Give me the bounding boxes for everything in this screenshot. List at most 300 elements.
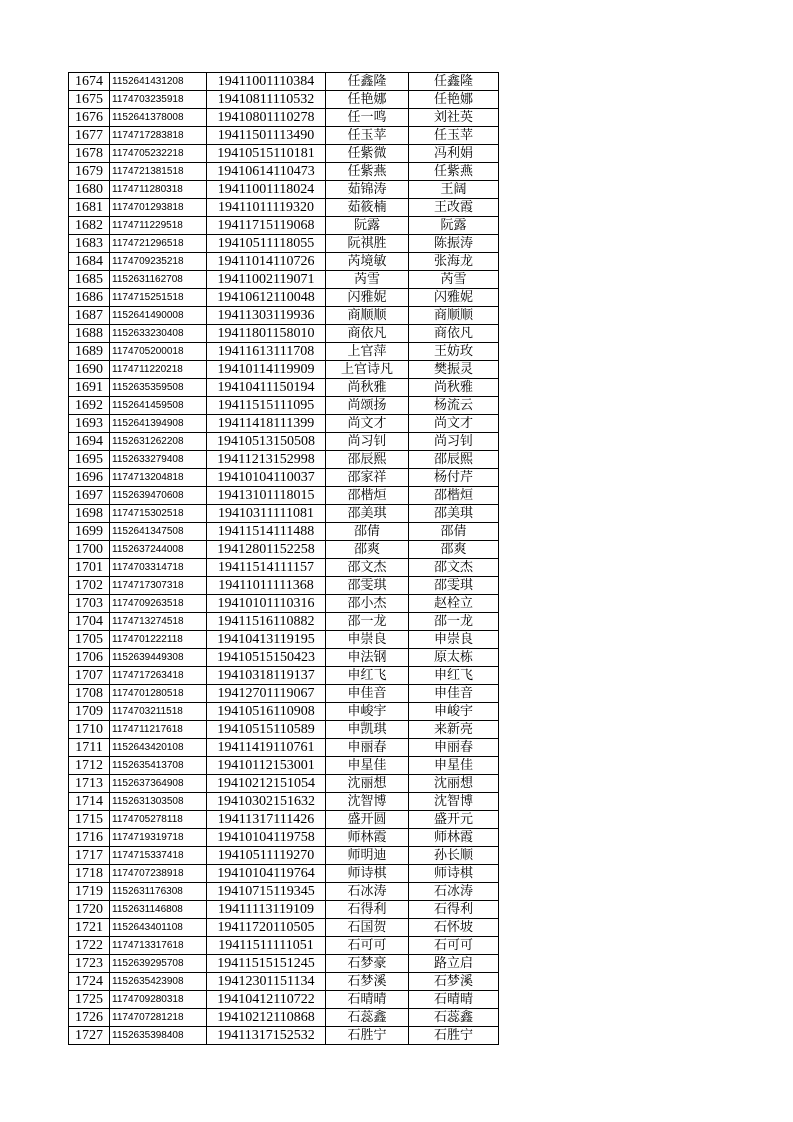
table-row: [69, 793, 499, 811]
account-number-cell: 1152643420108: [110, 739, 207, 757]
row-index-cell: 1706: [69, 649, 110, 667]
name-cell: 申法钢: [326, 649, 409, 667]
row-index-cell: 1692: [69, 397, 110, 415]
name-cell: 申红飞: [326, 667, 409, 685]
name-cell: 任一鸣: [326, 109, 409, 127]
second-name-cell: 樊振灵: [409, 361, 499, 379]
account-number-cell: 1174709280318: [110, 991, 207, 1009]
second-name-cell: 邵倩: [409, 523, 499, 541]
name-cell: 石梦溪: [326, 973, 409, 991]
account-number-cell: 1152641459508: [110, 397, 207, 415]
second-name-cell: 申崇良: [409, 631, 499, 649]
id-number-cell: 19410515110181: [207, 145, 326, 163]
account-number-cell: 1174705232218: [110, 145, 207, 163]
table-row: [69, 361, 499, 379]
id-number-cell: 19411720110505: [207, 919, 326, 937]
row-index-cell: 1708: [69, 685, 110, 703]
table-row: [69, 109, 499, 127]
account-number-cell: 1174713204818: [110, 469, 207, 487]
id-number-cell: 19412701119067: [207, 685, 326, 703]
second-name-cell: 张海龙: [409, 253, 499, 271]
row-index-cell: 1716: [69, 829, 110, 847]
row-index-cell: 1718: [69, 865, 110, 883]
account-number-cell: 1152631162708: [110, 271, 207, 289]
second-name-cell: 沈智博: [409, 793, 499, 811]
table-row: [69, 973, 499, 991]
id-number-cell: 19410715119345: [207, 883, 326, 901]
name-cell: 申佳音: [326, 685, 409, 703]
row-index-cell: 1723: [69, 955, 110, 973]
row-index-cell: 1711: [69, 739, 110, 757]
id-number-cell: 19411516110882: [207, 613, 326, 631]
name-cell: 尚文才: [326, 415, 409, 433]
name-cell: 盛开圆: [326, 811, 409, 829]
account-number-cell: 1152635413708: [110, 757, 207, 775]
id-number-cell: 19410318119137: [207, 667, 326, 685]
table-row: [69, 901, 499, 919]
name-cell: 申凯琪: [326, 721, 409, 739]
table-row: [69, 415, 499, 433]
id-number-cell: 19411418111399: [207, 415, 326, 433]
table-row: [69, 73, 499, 91]
row-index-cell: 1688: [69, 325, 110, 343]
id-number-cell: 19410511118055: [207, 235, 326, 253]
account-number-cell: 1152643401108: [110, 919, 207, 937]
account-number-cell: 1152641431208: [110, 73, 207, 91]
table-row: [69, 433, 499, 451]
id-number-cell: 19411002119071: [207, 271, 326, 289]
name-cell: 阮祺胜: [326, 235, 409, 253]
account-number-cell: 1174703314718: [110, 559, 207, 577]
id-number-cell: 19411501113490: [207, 127, 326, 145]
account-number-cell: 1174711220218: [110, 361, 207, 379]
table-row: [69, 271, 499, 289]
account-number-cell: 1174703211518: [110, 703, 207, 721]
name-cell: 石可可: [326, 937, 409, 955]
row-index-cell: 1698: [69, 505, 110, 523]
second-name-cell: 申红飞: [409, 667, 499, 685]
account-number-cell: 1174707238918: [110, 865, 207, 883]
account-number-cell: 1152635359508: [110, 379, 207, 397]
account-number-cell: 1174713274518: [110, 613, 207, 631]
row-index-cell: 1675: [69, 91, 110, 109]
name-cell: 尚颂扬: [326, 397, 409, 415]
second-name-cell: 沈丽想: [409, 775, 499, 793]
table-row: [69, 829, 499, 847]
table-row: [69, 757, 499, 775]
id-number-cell: 19411001118024: [207, 181, 326, 199]
id-number-cell: 19410101110316: [207, 595, 326, 613]
table-row: [69, 667, 499, 685]
account-number-cell: 1174701280518: [110, 685, 207, 703]
account-number-cell: 1174711280318: [110, 181, 207, 199]
account-number-cell: 1174701222118: [110, 631, 207, 649]
second-name-cell: 石蕊鑫: [409, 1009, 499, 1027]
table-row: [69, 469, 499, 487]
second-name-cell: 赵栓立: [409, 595, 499, 613]
row-index-cell: 1685: [69, 271, 110, 289]
second-name-cell: 申丽春: [409, 739, 499, 757]
id-number-cell: 19411419110761: [207, 739, 326, 757]
name-cell: 上官萍: [326, 343, 409, 361]
table-row: [69, 145, 499, 163]
second-name-cell: 石晴晴: [409, 991, 499, 1009]
second-name-cell: 师诗棋: [409, 865, 499, 883]
table-row: [69, 685, 499, 703]
account-number-cell: 1174711217618: [110, 721, 207, 739]
id-number-cell: 19411011111368: [207, 577, 326, 595]
account-number-cell: 1152631146808: [110, 901, 207, 919]
second-name-cell: 杨付芹: [409, 469, 499, 487]
table-row: [69, 397, 499, 415]
name-cell: 师明迪: [326, 847, 409, 865]
id-number-cell: 19410516110908: [207, 703, 326, 721]
id-number-cell: 19411511111051: [207, 937, 326, 955]
table-row: [69, 451, 499, 469]
row-index-cell: 1715: [69, 811, 110, 829]
second-name-cell: 闪雅妮: [409, 289, 499, 307]
second-name-cell: 石得利: [409, 901, 499, 919]
name-cell: 邵文杰: [326, 559, 409, 577]
table-row: [69, 703, 499, 721]
name-cell: 尚秋雅: [326, 379, 409, 397]
table-row: [69, 721, 499, 739]
table-row: [69, 775, 499, 793]
table-row: [69, 991, 499, 1009]
name-cell: 任艳娜: [326, 91, 409, 109]
table-row: [69, 865, 499, 883]
name-cell: 沈智博: [326, 793, 409, 811]
second-name-cell: 师林霞: [409, 829, 499, 847]
row-index-cell: 1682: [69, 217, 110, 235]
name-cell: 邵倩: [326, 523, 409, 541]
second-name-cell: 任艳娜: [409, 91, 499, 109]
account-number-cell: 1174713317618: [110, 937, 207, 955]
account-number-cell: 1174701293818: [110, 199, 207, 217]
name-cell: 芮雪: [326, 271, 409, 289]
account-number-cell: 1152639449308: [110, 649, 207, 667]
second-name-cell: 原太栋: [409, 649, 499, 667]
id-number-cell: 19411317152532: [207, 1027, 326, 1045]
account-number-cell: 1152641394908: [110, 415, 207, 433]
account-number-cell: 1174711229518: [110, 217, 207, 235]
row-index-cell: 1697: [69, 487, 110, 505]
table-row: [69, 487, 499, 505]
table-row: [69, 919, 499, 937]
name-cell: 申崇良: [326, 631, 409, 649]
second-name-cell: 邵一龙: [409, 613, 499, 631]
id-number-cell: 19411515111095: [207, 397, 326, 415]
second-name-cell: 来新亮: [409, 721, 499, 739]
second-name-cell: 王阔: [409, 181, 499, 199]
account-number-cell: 1174717263418: [110, 667, 207, 685]
second-name-cell: 申峻宇: [409, 703, 499, 721]
row-index-cell: 1686: [69, 289, 110, 307]
row-index-cell: 1700: [69, 541, 110, 559]
table-row: [69, 199, 499, 217]
table-row: [69, 163, 499, 181]
account-number-cell: 1174719319718: [110, 829, 207, 847]
row-index-cell: 1721: [69, 919, 110, 937]
name-cell: 商顺顺: [326, 307, 409, 325]
name-cell: 申星佳: [326, 757, 409, 775]
name-cell: 任玉苹: [326, 127, 409, 145]
row-index-cell: 1720: [69, 901, 110, 919]
row-index-cell: 1714: [69, 793, 110, 811]
account-number-cell: 1152639470608: [110, 487, 207, 505]
second-name-cell: 商依凡: [409, 325, 499, 343]
roster-table-body: [69, 73, 499, 1045]
row-index-cell: 1680: [69, 181, 110, 199]
name-cell: 申丽春: [326, 739, 409, 757]
name-cell: 商依凡: [326, 325, 409, 343]
id-number-cell: 19412801152258: [207, 541, 326, 559]
id-number-cell: 19411303119936: [207, 307, 326, 325]
name-cell: 石梦豪: [326, 955, 409, 973]
id-number-cell: 19410612110048: [207, 289, 326, 307]
name-cell: 上官诗凡: [326, 361, 409, 379]
row-index-cell: 1676: [69, 109, 110, 127]
row-index-cell: 1719: [69, 883, 110, 901]
name-cell: 邵小杰: [326, 595, 409, 613]
name-cell: 茹筱楠: [326, 199, 409, 217]
id-number-cell: 19410412110722: [207, 991, 326, 1009]
table-row: [69, 631, 499, 649]
second-name-cell: 王改霞: [409, 199, 499, 217]
name-cell: 任紫微: [326, 145, 409, 163]
id-number-cell: 19410104110037: [207, 469, 326, 487]
name-cell: 石国贺: [326, 919, 409, 937]
table-row: [69, 541, 499, 559]
table-row: [69, 577, 499, 595]
second-name-cell: 申星佳: [409, 757, 499, 775]
account-number-cell: 1152635423908: [110, 973, 207, 991]
account-number-cell: 1174715302518: [110, 505, 207, 523]
account-number-cell: 1174715251518: [110, 289, 207, 307]
second-name-cell: 尚习钊: [409, 433, 499, 451]
second-name-cell: 石可可: [409, 937, 499, 955]
table-row: [69, 1009, 499, 1027]
account-number-cell: 1152641347508: [110, 523, 207, 541]
account-number-cell: 1152637364908: [110, 775, 207, 793]
row-index-cell: 1696: [69, 469, 110, 487]
id-number-cell: 19411014110726: [207, 253, 326, 271]
table-row: [69, 559, 499, 577]
second-name-cell: 石冰涛: [409, 883, 499, 901]
id-number-cell: 19410212151054: [207, 775, 326, 793]
roster-table: [68, 72, 499, 1045]
row-index-cell: 1695: [69, 451, 110, 469]
second-name-cell: 石怀坡: [409, 919, 499, 937]
id-number-cell: 19411613111708: [207, 343, 326, 361]
id-number-cell: 19410515110589: [207, 721, 326, 739]
row-index-cell: 1684: [69, 253, 110, 271]
name-cell: 任紫燕: [326, 163, 409, 181]
row-index-cell: 1683: [69, 235, 110, 253]
id-number-cell: 19411317111426: [207, 811, 326, 829]
table-row: [69, 883, 499, 901]
id-number-cell: 19410801110278: [207, 109, 326, 127]
id-number-cell: 19410614110473: [207, 163, 326, 181]
row-index-cell: 1701: [69, 559, 110, 577]
id-number-cell: 19412301151134: [207, 973, 326, 991]
table-row: [69, 613, 499, 631]
table-row: [69, 811, 499, 829]
table-row: [69, 91, 499, 109]
account-number-cell: 1174705278118: [110, 811, 207, 829]
row-index-cell: 1699: [69, 523, 110, 541]
second-name-cell: 申佳音: [409, 685, 499, 703]
table-row: [69, 253, 499, 271]
table-row: [69, 235, 499, 253]
second-name-cell: 杨流云: [409, 397, 499, 415]
name-cell: 石胜宁: [326, 1027, 409, 1045]
second-name-cell: 石胜宁: [409, 1027, 499, 1045]
account-number-cell: 1152635398408: [110, 1027, 207, 1045]
account-number-cell: 1174717283818: [110, 127, 207, 145]
name-cell: 邵爽: [326, 541, 409, 559]
row-index-cell: 1705: [69, 631, 110, 649]
second-name-cell: 芮雪: [409, 271, 499, 289]
id-number-cell: 19410515150423: [207, 649, 326, 667]
row-index-cell: 1674: [69, 73, 110, 91]
name-cell: 邵雯琪: [326, 577, 409, 595]
second-name-cell: 孙长顺: [409, 847, 499, 865]
account-number-cell: 1174703235918: [110, 91, 207, 109]
table-row: [69, 595, 499, 613]
row-index-cell: 1681: [69, 199, 110, 217]
second-name-cell: 邵爽: [409, 541, 499, 559]
table-row: [69, 181, 499, 199]
table-row: [69, 325, 499, 343]
table-row: [69, 127, 499, 145]
name-cell: 申峻宇: [326, 703, 409, 721]
id-number-cell: 19410511119270: [207, 847, 326, 865]
name-cell: 石得利: [326, 901, 409, 919]
name-cell: 邵一龙: [326, 613, 409, 631]
id-number-cell: 19411001110384: [207, 73, 326, 91]
row-index-cell: 1717: [69, 847, 110, 865]
table-row: [69, 505, 499, 523]
second-name-cell: 刘社英: [409, 109, 499, 127]
name-cell: 邵家祥: [326, 469, 409, 487]
name-cell: 师诗棋: [326, 865, 409, 883]
account-number-cell: 1174715337418: [110, 847, 207, 865]
account-number-cell: 1174707281218: [110, 1009, 207, 1027]
id-number-cell: 19411514111488: [207, 523, 326, 541]
id-number-cell: 19410114119909: [207, 361, 326, 379]
name-cell: 师林霞: [326, 829, 409, 847]
account-number-cell: 1152637244008: [110, 541, 207, 559]
id-number-cell: 19413101118015: [207, 487, 326, 505]
second-name-cell: 邵雯琪: [409, 577, 499, 595]
row-index-cell: 1694: [69, 433, 110, 451]
second-name-cell: 任鑫隆: [409, 73, 499, 91]
account-number-cell: 1174709263518: [110, 595, 207, 613]
second-name-cell: 盛开元: [409, 811, 499, 829]
account-number-cell: 1152633230408: [110, 325, 207, 343]
second-name-cell: 路立启: [409, 955, 499, 973]
id-number-cell: 19410104119758: [207, 829, 326, 847]
table-row: [69, 937, 499, 955]
account-number-cell: 1174717307318: [110, 577, 207, 595]
row-index-cell: 1679: [69, 163, 110, 181]
account-number-cell: 1152639295708: [110, 955, 207, 973]
id-number-cell: 19410411150194: [207, 379, 326, 397]
row-index-cell: 1702: [69, 577, 110, 595]
row-index-cell: 1724: [69, 973, 110, 991]
table-row: [69, 955, 499, 973]
second-name-cell: 邵美琪: [409, 505, 499, 523]
row-index-cell: 1712: [69, 757, 110, 775]
table-row: [69, 649, 499, 667]
row-index-cell: 1691: [69, 379, 110, 397]
id-number-cell: 19411011119320: [207, 199, 326, 217]
name-cell: 尚习钊: [326, 433, 409, 451]
row-index-cell: 1722: [69, 937, 110, 955]
row-index-cell: 1689: [69, 343, 110, 361]
account-number-cell: 1174705200018: [110, 343, 207, 361]
row-index-cell: 1726: [69, 1009, 110, 1027]
account-number-cell: 1152641490008: [110, 307, 207, 325]
id-number-cell: 19411113119109: [207, 901, 326, 919]
id-number-cell: 19411801158010: [207, 325, 326, 343]
second-name-cell: 邵楷烜: [409, 487, 499, 505]
id-number-cell: 19410311111081: [207, 505, 326, 523]
row-index-cell: 1687: [69, 307, 110, 325]
second-name-cell: 任玉苹: [409, 127, 499, 145]
row-index-cell: 1725: [69, 991, 110, 1009]
row-index-cell: 1704: [69, 613, 110, 631]
second-name-cell: 尚文才: [409, 415, 499, 433]
id-number-cell: 19410112153001: [207, 757, 326, 775]
account-number-cell: 1174709235218: [110, 253, 207, 271]
id-number-cell: 19410212110868: [207, 1009, 326, 1027]
second-name-cell: 邵文杰: [409, 559, 499, 577]
second-name-cell: 石梦溪: [409, 973, 499, 991]
table-row: [69, 523, 499, 541]
row-index-cell: 1693: [69, 415, 110, 433]
account-number-cell: 1174721381518: [110, 163, 207, 181]
name-cell: 石晴晴: [326, 991, 409, 1009]
id-number-cell: 19410104119764: [207, 865, 326, 883]
name-cell: 沈丽想: [326, 775, 409, 793]
account-number-cell: 1152633279408: [110, 451, 207, 469]
row-index-cell: 1727: [69, 1027, 110, 1045]
name-cell: 阮露: [326, 217, 409, 235]
table-row: [69, 847, 499, 865]
name-cell: 邵楷烜: [326, 487, 409, 505]
table-row: [69, 217, 499, 235]
table-row: [69, 739, 499, 757]
row-index-cell: 1703: [69, 595, 110, 613]
table-row: [69, 1027, 499, 1045]
table-row: [69, 343, 499, 361]
id-number-cell: 19411515151245: [207, 955, 326, 973]
row-index-cell: 1713: [69, 775, 110, 793]
second-name-cell: 冯利娟: [409, 145, 499, 163]
account-number-cell: 1152631262208: [110, 433, 207, 451]
second-name-cell: 王妨玫: [409, 343, 499, 361]
table-row: [69, 289, 499, 307]
second-name-cell: 任紫燕: [409, 163, 499, 181]
name-cell: 邵美琪: [326, 505, 409, 523]
id-number-cell: 19410413119195: [207, 631, 326, 649]
name-cell: 石蕊鑫: [326, 1009, 409, 1027]
table-row: [69, 379, 499, 397]
account-number-cell: 1152641378008: [110, 109, 207, 127]
row-index-cell: 1710: [69, 721, 110, 739]
